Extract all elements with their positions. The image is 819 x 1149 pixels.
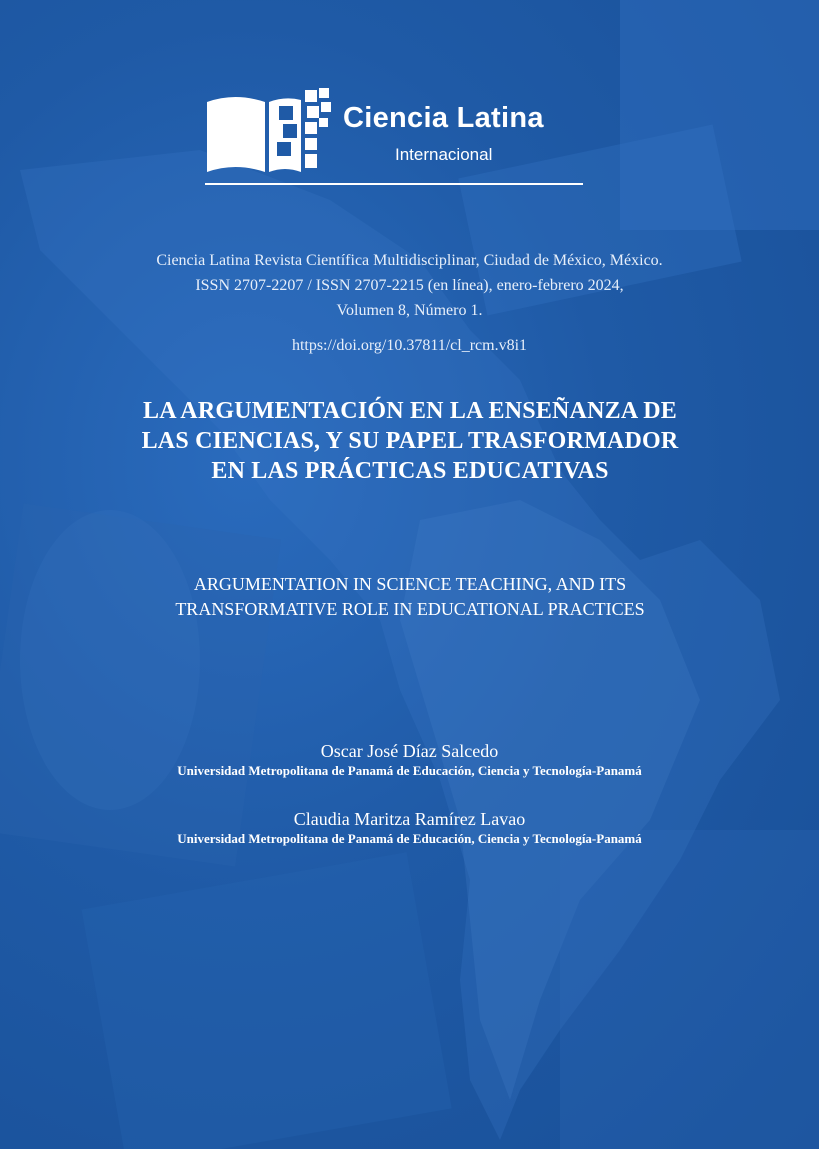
author-block [0, 808, 819, 847]
author-affiliation: Universidad Metropolitana de Panamá de Educación, Ciencia y Tecnología-Panamá [177, 763, 642, 778]
title-es-line-3: EN LAS PRÁCTICAS EDUCATIVAS [211, 458, 609, 484]
open-book-icon [205, 88, 335, 178]
author-name: Claudia Maritza Ramírez Lavao [293, 809, 526, 829]
brand-logo [205, 88, 605, 188]
doi-link[interactable]: https://doi.org/10.37811/cl_rcm.v8i1 [291, 337, 528, 354]
title-english [60, 572, 760, 622]
author-block [0, 740, 819, 779]
title-es-line-2: LAS CIENCIAS, Y SU PAPEL TRASFORMADOR [141, 428, 679, 454]
author-name: Oscar José Díaz Salcedo [320, 741, 499, 761]
title-spanish [60, 396, 760, 486]
logo-divider [205, 183, 583, 185]
author-affiliation: Universidad Metropolitana de Panamá de Educación, Ciencia y Tecnología-Panamá [177, 831, 642, 846]
journal-line-2: ISSN 2707-2207 / ISSN 2707-2215 (en línea), enero-febrero 2024, [195, 277, 624, 294]
title-es-line-1: LA ARGUMENTACIÓN EN LA ENSEÑANZA DE [143, 398, 677, 424]
journal-info [0, 248, 819, 323]
journal-line-1: Ciencia Latina Revista Científica Multidisciplinar, Ciudad de México, México. [156, 252, 663, 269]
brand-name: Ciencia Latina [343, 102, 544, 134]
brand-subtitle: Internacional [395, 145, 493, 164]
journal-line-3: Volumen 8, Número 1. [336, 302, 483, 319]
title-en-line-1: ARGUMENTATION IN SCIENCE TEACHING, AND ITS [193, 574, 627, 594]
title-en-line-2: TRANSFORMATIVE ROLE IN EDUCATIONAL PRACTICES [175, 599, 645, 619]
